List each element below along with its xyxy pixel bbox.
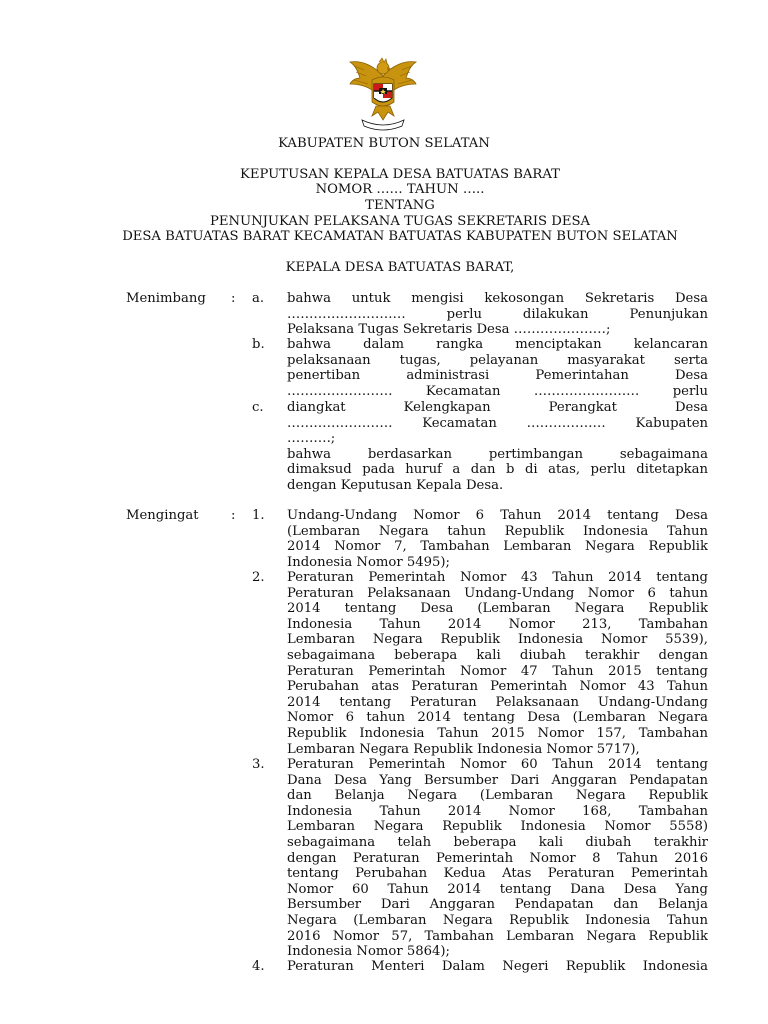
mengingat-item-1 (287, 508, 708, 570)
mengingat-colon: : (231, 508, 236, 523)
text-line: bahwa untuk mengisi kekosongan Sekretaris Desa (287, 291, 708, 306)
garuda-emblem-icon (346, 56, 420, 134)
text-line: 2014 Nomor 7, Tambahan Lembaran Negara Republik (287, 539, 708, 555)
menimbang-item-number: c. (252, 400, 264, 415)
menimbang-colon: : (231, 291, 236, 306)
text-line: Nomor 6 tahun 2014 tentang Desa (Lembaran Negara (287, 710, 708, 726)
text-line: 2014 tentang Peraturan Pelaksanaan Undang-Undang (287, 694, 708, 710)
decree-title: KEPUTUSAN KEPALA DESA BATUATAS BARAT (240, 167, 560, 182)
text-line: …………………… Kecamatan …………………… perlu (287, 383, 708, 399)
mengingat-label: Mengingat (126, 508, 199, 523)
text-line: diangkat Kelengkapan Perangkat Desa (287, 400, 708, 415)
text-line: Perubahan atas Peraturan Pemerintah Nomor 43 Tahun (287, 679, 708, 695)
about-heading: TENTANG (365, 198, 435, 213)
mengingat-item-number: 4. (252, 959, 265, 974)
mengingat-item-number: 2. (252, 570, 265, 585)
text-line: 2014 tentang Desa (Lembaran Negara Republik (287, 601, 708, 617)
text-line: Negara (Lembaran Negara Republik Indonesia Tahun (287, 912, 708, 928)
text-line: Pelaksana Tugas Sekretaris Desa …………………; (287, 322, 611, 338)
text-line: Indonesia Tahun 2014 Nomor 213, Tambahan (287, 616, 708, 632)
text-line: Peraturan Menteri Dalam Negeri Republik Indonesia (287, 959, 708, 974)
text-line: (Lembaran Negara tahun Republik Indonesia Tahun (287, 523, 708, 539)
mengingat-item-number: 1. (252, 508, 265, 523)
text-line: dengan Peraturan Pemerintah Nomor 8 Tahun 2016 (287, 850, 708, 866)
issuer-heading: KEPALA DESA BATUATAS BARAT, (285, 260, 515, 275)
text-line: Lembaran Negara Republik Indonesia Nomor 5717), (287, 741, 640, 757)
subject-line-1: PENUNJUKAN PELAKSANA TUGAS SEKRETARIS DESA (209, 214, 591, 229)
text-line: sebagaimana beberapa kali diubah terakhir dengan (287, 647, 708, 663)
text-line: …………………… Kecamatan ……………… Kabupaten (287, 415, 708, 431)
text-line: Nomor 60 Tahun 2014 tentang Dana Desa Yang (287, 881, 708, 897)
mengingat-item-3 (287, 757, 708, 960)
text-line: Undang-Undang Nomor 6 Tahun 2014 tentang Desa (287, 508, 708, 523)
text-line: Lembaran Negara Republik Indonesia Nomor 5539), (287, 632, 708, 648)
text-line: bahwa dalam rangka menciptakan kelancaran (287, 337, 708, 352)
menimbang-label: Menimbang (126, 291, 206, 306)
menimbang-item-number: b. (252, 337, 265, 352)
text-line: Peraturan Pemerintah Nomor 47 Tahun 2015 tentang (287, 663, 708, 679)
text-line: sebagaimana telah beberapa kali diubah terakhir (287, 834, 708, 850)
text-line: Lembaran Negara Republik Indonesia Nomor 5558) (287, 819, 708, 835)
text-line: Peraturan Pemerintah Nomor 60 Tahun 2014 tentang (287, 757, 708, 772)
text-line: pelaksanaan tugas, pelayanan masyarakat serta (287, 352, 708, 368)
mengingat-item-4 (287, 959, 708, 975)
mengingat-item-number: 3. (252, 757, 265, 772)
text-line: dengan Keputusan Kepala Desa. (287, 477, 504, 493)
text-line: Peraturan Pemerintah Nomor 43 Tahun 2014 tentang (287, 570, 708, 585)
regency-heading: KABUPATEN BUTON SELATAN (278, 136, 490, 151)
text-line: tentang Perubahan Kedua Atas Peraturan Pemerintah (287, 866, 708, 882)
text-line: Indonesia Nomor 5864); (287, 944, 450, 960)
text-line: dimaksud pada huruf a dan b di atas, perlu ditetapkan (287, 462, 708, 478)
subject-line-2: DESA BATUATAS BARAT KECAMATAN BATUATAS KABUPATEN BUTON SELATAN (122, 229, 678, 244)
mengingat-item-2 (287, 570, 708, 757)
text-line: 2016 Nomor 57, Tambahan Lembaran Negara Republik (287, 928, 708, 944)
menimbang-item-c (287, 400, 708, 494)
text-line: Indonesia Nomor 5495); (287, 554, 450, 570)
text-line: Indonesia Tahun 2014 Nomor 168, Tambahan (287, 803, 708, 819)
text-line: Bersumber Dari Anggaran Pendapatan dan Belanja (287, 897, 708, 913)
text-line: Peraturan Pelaksanaan Undang-Undang Nomor 6 tahun (287, 585, 708, 601)
text-line: bahwa berdasarkan pertimbangan sebagaimana (287, 446, 708, 462)
text-line: Republik Indonesia Tahun 2015 Nomor 157, Tambahan (287, 725, 708, 741)
menimbang-item-b (287, 337, 708, 399)
text-line: Dana Desa Yang Bersumber Dari Anggaran Pendapatan (287, 772, 708, 788)
menimbang-item-number: a. (252, 291, 265, 306)
text-line: ……………………… perlu dilakukan Penunjukan (287, 306, 708, 322)
text-line: penertiban administrasi Pemerintahan Desa (287, 368, 708, 384)
text-line: ……….; (287, 431, 336, 447)
menimbang-item-a (287, 291, 708, 338)
text-line: dan Belanja Negara (Lembaran Negara Republik (287, 788, 708, 804)
decree-number: NOMOR …… TAHUN ….. (315, 182, 485, 197)
